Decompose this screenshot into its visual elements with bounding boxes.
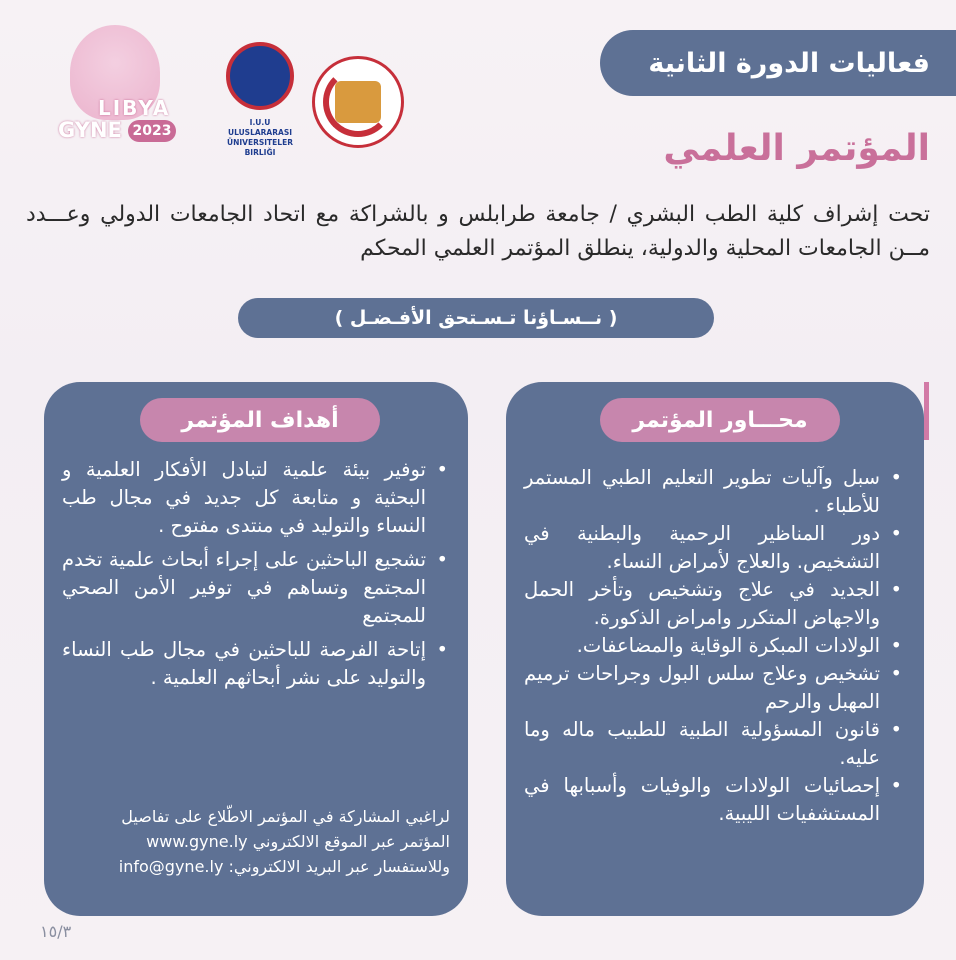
header-banner <box>600 30 956 96</box>
slogan-text: ( نــسـاؤنا تـسـتحق الأفـضـل ) <box>334 307 618 329</box>
list-item <box>62 456 450 540</box>
accent-bar <box>924 382 929 440</box>
contact-website-label: المؤتمر عبر الموقع الالكتروني <box>252 832 450 851</box>
axis-text: إحصائيات الولادات والوفيات وأسبابها في المستشفيات الليبية. <box>524 774 880 825</box>
bullet-icon: • <box>890 634 902 657</box>
bullet-icon: • <box>890 466 902 489</box>
bullet-icon: • <box>890 718 902 741</box>
logo-area <box>40 20 410 157</box>
dome-icon <box>226 42 294 110</box>
libya-gyne-logo <box>40 20 180 150</box>
bullet-icon: • <box>436 458 448 481</box>
iuu-abbr: I.U.U <box>249 118 271 127</box>
list-item <box>524 632 904 660</box>
axis-text: الولادات المبكرة الوقاية والمضاعفات. <box>576 634 880 657</box>
goal-text: إتاحة الفرصة للباحثين في مجال طب النساء والتوليد على نشر أبحاثهم العلمية . <box>62 638 426 689</box>
slogan-banner <box>238 298 714 338</box>
castle-icon <box>335 81 381 123</box>
logo-gyne-text: GYNE <box>58 118 122 142</box>
website-link[interactable]: www.gyne.ly <box>146 832 248 851</box>
list-item <box>62 546 450 630</box>
list-item <box>524 660 904 716</box>
goals-list <box>62 456 450 698</box>
iuu-caption <box>212 118 308 158</box>
bullet-icon: • <box>890 522 902 545</box>
header-title: فعاليات الدورة الثانية <box>648 47 930 79</box>
tripoli-university-logo <box>312 56 404 148</box>
intro-paragraph: تحت إشراف كلية الطب البشري / جامعة طرابلس و بالشراكة مع اتحاد الجامعات الدولي وعـــدد مــن الجامعات المحلية والدولية، ينطلق المؤتمر العلمي المحكم <box>26 202 930 261</box>
logo-year-badge: 2023 <box>128 120 176 142</box>
goal-text: تشجيع الباحثين على إجراء أبحاث علمية تخدم المجتمع وتساهم في توفير الأمن الصحي للمجتمع <box>62 548 426 627</box>
list-item <box>524 772 904 828</box>
axis-text: قانون المسؤولية الطبية للطبيب ماله وما عليه. <box>524 718 880 769</box>
contact-line2 <box>62 829 450 854</box>
list-item <box>524 520 904 576</box>
email-link[interactable]: info@gyne.ly <box>118 857 224 876</box>
iuu-logo <box>212 42 308 157</box>
contact-line1: لراغبي المشاركة في المؤتمر الاطّلاع على تفاصيل <box>121 807 450 826</box>
bullet-icon: • <box>436 548 448 571</box>
goals-heading: أهداف المؤتمر <box>140 398 380 442</box>
list-item <box>62 636 450 692</box>
axis-text: سبل وآليات تطوير التعليم الطبي المستمر للأطباء . <box>524 466 880 517</box>
list-item <box>524 576 904 632</box>
goal-text: توفير بيئة علمية لتبادل الأفكار العلمية و البحثية و متابعة كل جديد في مجال طب النساء والتوليد في منتدى مفتوح . <box>62 458 426 537</box>
axes-heading: محـــاور المؤتمر <box>600 398 840 442</box>
list-item <box>524 716 904 772</box>
page-number: ١٥/٣ <box>40 922 72 941</box>
bullet-icon: • <box>436 638 448 661</box>
iuu-name-line2: ÜNIVERSITELER BIRLIĞI <box>227 138 293 157</box>
bullet-icon: • <box>890 662 902 685</box>
bullet-icon: • <box>890 774 902 797</box>
axes-list <box>524 464 904 828</box>
axis-text: تشخيص وعلاج سلس البول وجراحات ترميم المهبل والرحم <box>524 662 880 713</box>
contact-email-label: وللاستفسار عبر البريد الالكتروني: <box>228 857 450 876</box>
logo-libya-text: LIBYA <box>98 96 171 120</box>
list-item <box>524 464 904 520</box>
contact-line3 <box>62 854 450 879</box>
bullet-icon: • <box>890 578 902 601</box>
axis-text: الجديد في علاج وتشخيص وتأخر الحمل والاجهاض المتكرر وامراض الذكورة. <box>524 578 880 629</box>
axis-text: دور المناظير الرحمية والبطنية في التشخيص. والعلاج لأمراض النساء. <box>524 522 880 573</box>
contact-info <box>62 804 450 879</box>
page-title: المؤتمر العلمي <box>663 128 930 169</box>
iuu-name-line1: ULUSLARARASI <box>227 128 293 137</box>
